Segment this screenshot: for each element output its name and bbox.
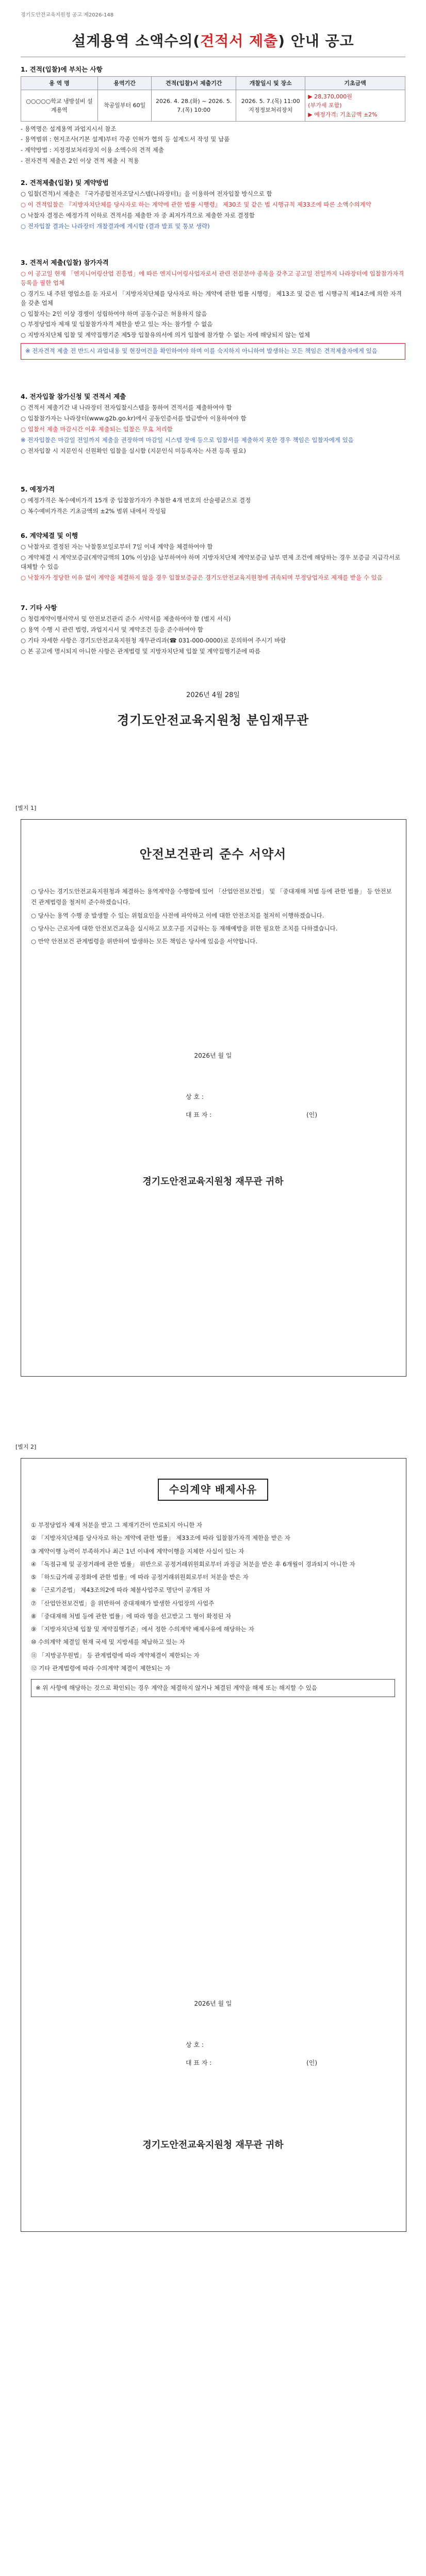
body-line: ○ 입찰(견적)서 제출은 『국가종합전자조달시스템(나라장터)』을 이용하여 전자입찰 방식으로 함 (21, 190, 272, 198)
note-line: - 전자견적 제출은 2인 이상 견적 제출 시 적용 (21, 157, 139, 164)
pledge-addressee: 경기도안전교육지원청 재무관 귀하 (142, 1176, 284, 1187)
section-contract (21, 531, 405, 584)
section-misc (21, 603, 405, 658)
notice-box (21, 343, 405, 360)
document-number: 경기도안전교육지원청 공고 제2026-148 (21, 12, 114, 18)
section-heading: 2. 견적제출(입찰) 및 계약방법 (21, 179, 109, 187)
section-heading: 1. 견적(입찰)에 부치는 사항 (21, 65, 103, 73)
body-line: ○ 계약체결 시 계약보증금(계약금액의 10% 이상)을 납부하여야 하며 지방자치단체 계약보증금 납부 면제 조건에 해당하는 경우 보증금 지급각서로 대체할 수 있음 (21, 554, 401, 570)
title-suffix: ) 안내 공고 (278, 32, 354, 49)
cell-open: 2026. 5. 7.(목) 11:00 지정정보처리장치 (236, 90, 305, 121)
exclusion-item: ① 부정당업자 제재 처분을 받고 그 제재기간이 만료되지 아니한 자 (31, 1521, 203, 1529)
body-line: ○ 낙찰자로 결정된 자는 낙찰통보일로부터 7일 이내 계약을 체결하여야 함 (21, 543, 213, 551)
body-line: ○ 입찰참가자는 나라장터(www.g2b.go.kr)에서 공동인증서를 발급받아 이용하여야 함 (21, 415, 247, 422)
pledge-company (31, 1092, 426, 1102)
body-line: ○ 전자입찰 결과는 나라장터 개찰결과에 게시함 (결과 발표 및 통보 생략) (21, 222, 210, 230)
body-line: ○ 이 공고일 현재 「엔지니어링산업 진흥법」에 따른 엔지니어링사업자로서 관련 전문분야 종목을 갖추고 공고일 전일까지 나라장터에 입찰참가자격 등록을 필한 업체 (21, 270, 404, 287)
exclusion-company (31, 2040, 426, 2050)
exclusion-item: ⑧ 「중대재해 처벌 등에 관한 법률」에 따라 형을 선고받고 그 형이 확정된 자 (31, 1612, 232, 1620)
exclusion-footer-box (31, 1679, 395, 1697)
body-line: ○ 견적서 제출기간 내 나라장터 전자입찰시스템을 통하여 견적서를 제출하여야 함 (21, 404, 232, 412)
announce-org: 경기도안전교육지원청 분임재무관 (117, 713, 309, 727)
cell-amount: ▶ 28,370,000원 (부가세 포함) ▶ 예정가격: 기초금액 ±2% (305, 90, 405, 121)
body-line: ○ 지방자치단체 입찰 및 계약집행기준 제5장 입찰유의서에 의거 입찰에 참가할 수 없는 자에 해당되지 않는 업체 (21, 331, 310, 339)
attachment-label: [별지 1] (15, 805, 37, 811)
col-period: 용역기간 (98, 77, 152, 90)
col-name: 용 역 명 (21, 77, 98, 90)
exclusion-item: ⑨ 「지방자치단체 입찰 및 계약집행기준」에서 정한 수의계약 배제사유에 해당하는 자 (31, 1625, 254, 1633)
note-line: - 용역범위 : 현지조사(기본 설계)부터 각종 인허가 협의 등 설계도서 작성 및 납품 (21, 135, 230, 143)
seal-mark: (인) (306, 2059, 318, 2066)
pledge-line: ○ 만약 안전보건 관계법령을 위반하여 발생하는 모든 책임은 당사에 있음을 서약합니다. (31, 938, 258, 945)
col-amount: 기초금액 (305, 77, 405, 90)
pledge-date: 2026년 월 일 (194, 1052, 232, 1059)
body-line: ○ 본 공고에 명시되지 아니한 사항은 관계법령 및 지방자치단체 입찰 및 계약집행기준에 따름 (21, 647, 260, 655)
exclusion-title-wrap (0, 1479, 426, 1501)
section-heading: 7. 기타 사항 (21, 604, 57, 612)
section-bid-items (21, 64, 405, 167)
cell-period: 착공일부터 60일 (98, 90, 152, 121)
body-line: ○ 부정당업자 제재 및 입찰참가자격 제한을 받고 있는 자는 참가할 수 없음 (21, 320, 213, 328)
section-eligibility (21, 258, 405, 360)
pledge-line: ○ 당사는 용역 수행 중 발생할 수 있는 위험요인을 사전에 파악하고 이에 대한 안전조치를 철저히 이행하겠습니다. (31, 911, 324, 919)
body-line: ○ 예정가격은 복수예비가격 15개 중 입찰참가자가 추첨한 4개 번호의 산술평균으로 결정 (21, 497, 251, 504)
exclusion-footer: ※ 위 사항에 해당하는 것으로 확인되는 경우 계약을 체결하지 않거나 체결된 계약을 해제 또는 해지할 수 있음 (36, 1684, 317, 1692)
section-submission (21, 392, 405, 457)
exclusion-item: ③ 계약이행 능력이 부족하거나 최근 1년 이내에 계약이행을 지체한 사실이 있는 자 (31, 1547, 244, 1555)
section-contract-method (21, 178, 405, 233)
body-line: ○ 용역 수행 시 관련 법령, 과업지시서 및 계약조건 등을 준수하여야 함 (21, 626, 203, 634)
rep-label: 대 표 자 : (186, 2059, 212, 2066)
exclusion-item: ② 「지방자치단체를 당사자로 하는 계약에 관한 법률」 제33조에 따라 입찰참가자격 제한을 받은 자 (31, 1534, 290, 1542)
pledge-body (31, 886, 395, 949)
exclusion-item: ⑤ 「하도급거래 공정화에 관한 법률」에 따라 공정거래위원회로부터 처분을 받은 자 (31, 1573, 249, 1581)
company-label: 상 호 : (186, 2041, 204, 2048)
body-line: ○ 경기도 내 주된 영업소를 둔 자로서 「지방자치단체를 당사자로 하는 계약에 관한 법률 시행령」 제13조 및 같은 법 시행규칙 제14조에 의한 자격을 갖춘 업체 (21, 290, 402, 307)
exclusion-title: 수의계약 배제사유 (158, 1479, 269, 1501)
section-heading: 5. 예정가격 (21, 485, 55, 493)
title-highlight: 견적서 제출 (200, 32, 278, 49)
exclusion-body (31, 1520, 395, 1697)
exclusion-item: ⑫ 기타 관계법령에 따라 수의계약 체결이 제한되는 자 (31, 1664, 171, 1672)
bid-table-header (21, 77, 405, 90)
pledge-line: ○ 당사는 경기도안전교육지원청과 체결하는 용역계약을 수행함에 있어 「산업안전보건법」 및 「중대재해 처벌 등에 관한 법률」 등 안전보건 관계법령을 철저히 준수하겠습니다. (31, 888, 392, 906)
pledge-rep (31, 1110, 426, 1120)
note-line: - 용역명은 설계용역 과업지시서 참조 (21, 125, 117, 132)
col-submit: 견적(입찰)서 제출기간 (152, 77, 236, 90)
bid-table (21, 76, 405, 121)
rep-label: 대 표 자 : (186, 1111, 212, 1118)
body-line: ○ 낙찰자 결정은 예정가격 이하로 견적서를 제출한 자 중 최저가격으로 제출한 자로 결정함 (21, 212, 255, 219)
cell-name: ○○○○○학교 냉방설비 설계용역 (21, 90, 98, 121)
notice-text: ※ 전자견적 제출 전 반드시 과업내용 및 현장여건을 확인하여야 하며 이를 숙지하지 아니하여 발생하는 모든 책임은 견적제출자에게 있음 (25, 347, 378, 355)
cell-submit: 2026. 4. 28.(화) ~ 2026. 5. 7.(목) 10:00 (152, 90, 236, 121)
body-line: ○ 입찰자는 2인 이상 경쟁이 성립하여야 하며 공동수급은 허용하지 않음 (21, 310, 207, 317)
body-line: ○ 이 견적입찰은 『지방자치단체를 당사자로 하는 계약에 관한 법률 시행령』 제30조 및 같은 법 시행규칙 제33조에 따른 소액수의계약 (21, 201, 371, 209)
exclusion-item: ⑩ 수의계약 체결일 현재 국세 및 지방세를 체납하고 있는 자 (31, 1638, 185, 1646)
body-line: ○ 기타 자세한 사항은 경기도안전교육지원청 재무관리과(☎ 031-000-0000)로 문의하여 주시기 바람 (21, 637, 286, 644)
body-line: ○ 전자입찰 시 지문인식 신원확인 입찰을 실시함 (지문인식 미등록자는 사전 등록 필요) (21, 447, 246, 454)
section-heading: 3. 견적서 제출(입찰) 참가자격 (21, 259, 109, 266)
exclusion-date: 2026년 월 일 (194, 2000, 232, 2007)
body-line: ○ 낙찰자가 정당한 이유 없이 계약을 체결하지 않을 경우 입찰보증금은 경기도안전교육지원청에 귀속되며 부정당업자로 제재를 받을 수 있음 (21, 573, 383, 581)
seal-mark: (인) (306, 1111, 318, 1118)
table-row (21, 90, 405, 121)
body-line: ○ 청렴계약이행서약서 및 안전보건관리 준수 서약서를 제출하여야 함 (별지 서식) (21, 615, 231, 623)
col-open: 개찰일시 및 장소 (236, 77, 305, 90)
section-heading: 4. 전자입찰 참가신청 및 견적서 제출 (21, 393, 126, 400)
exclusion-item: ⑦ 「산업안전보건법」을 위반하여 중대재해가 발생한 사업장의 사업주 (31, 1599, 215, 1607)
section-heading: 6. 계약체결 및 이행 (21, 532, 78, 539)
body-line: ○ 입찰서 제출 마감시간 이후 제출되는 입찰은 무효 처리함 (21, 426, 173, 433)
attachment-label: [별지 2] (15, 1444, 37, 1450)
company-label: 상 호 : (186, 1093, 204, 1100)
exclusion-rep (31, 2058, 426, 2068)
exclusion-item: ⑥ 「근로기준법」 제43조의2에 따라 체불사업주로 명단이 공개된 자 (31, 1586, 210, 1594)
exclusion-item: ⑪ 「지방공무원법」 등 관계법령에 따라 계약체결이 제한되는 자 (31, 1651, 200, 1659)
title-prefix: 설계용역 소액수의( (72, 32, 201, 49)
page-title (0, 30, 426, 52)
exclusion-addressee: 경기도안전교육지원청 재무관 귀하 (142, 2140, 284, 2150)
exclusion-item: ④ 「독점규제 및 공정거래에 관한 법률」 위반으로 공정거래위원회로부터 과징금 처분을 받은 후 6개월이 경과되지 아니한 자 (31, 1560, 355, 1568)
pledge-line: ○ 당사는 근로자에 대한 안전보건교육을 실시하고 보호구를 지급하는 등 재해예방을 위한 필요한 조치를 다하겠습니다. (31, 924, 338, 932)
body-line: ※ 전자입찰은 마감일 전일까지 제출을 권장하며 마감일 시스템 장애 등으로 입찰서를 제출하지 못한 경우 책임은 입찰자에게 있음 (21, 436, 354, 444)
section-estimated-price (21, 484, 405, 518)
notes (21, 125, 405, 166)
body-line: ○ 복수예비가격은 기초금액의 ±2% 범위 내에서 작성됨 (21, 507, 167, 515)
note-line: - 계약방법 : 지정정보처리장치 이용 소액수의 견적 제출 (21, 146, 165, 154)
pledge-title: 안전보건관리 준수 서약서 (139, 847, 287, 861)
announce-date: 2026년 4월 28일 (186, 691, 240, 699)
